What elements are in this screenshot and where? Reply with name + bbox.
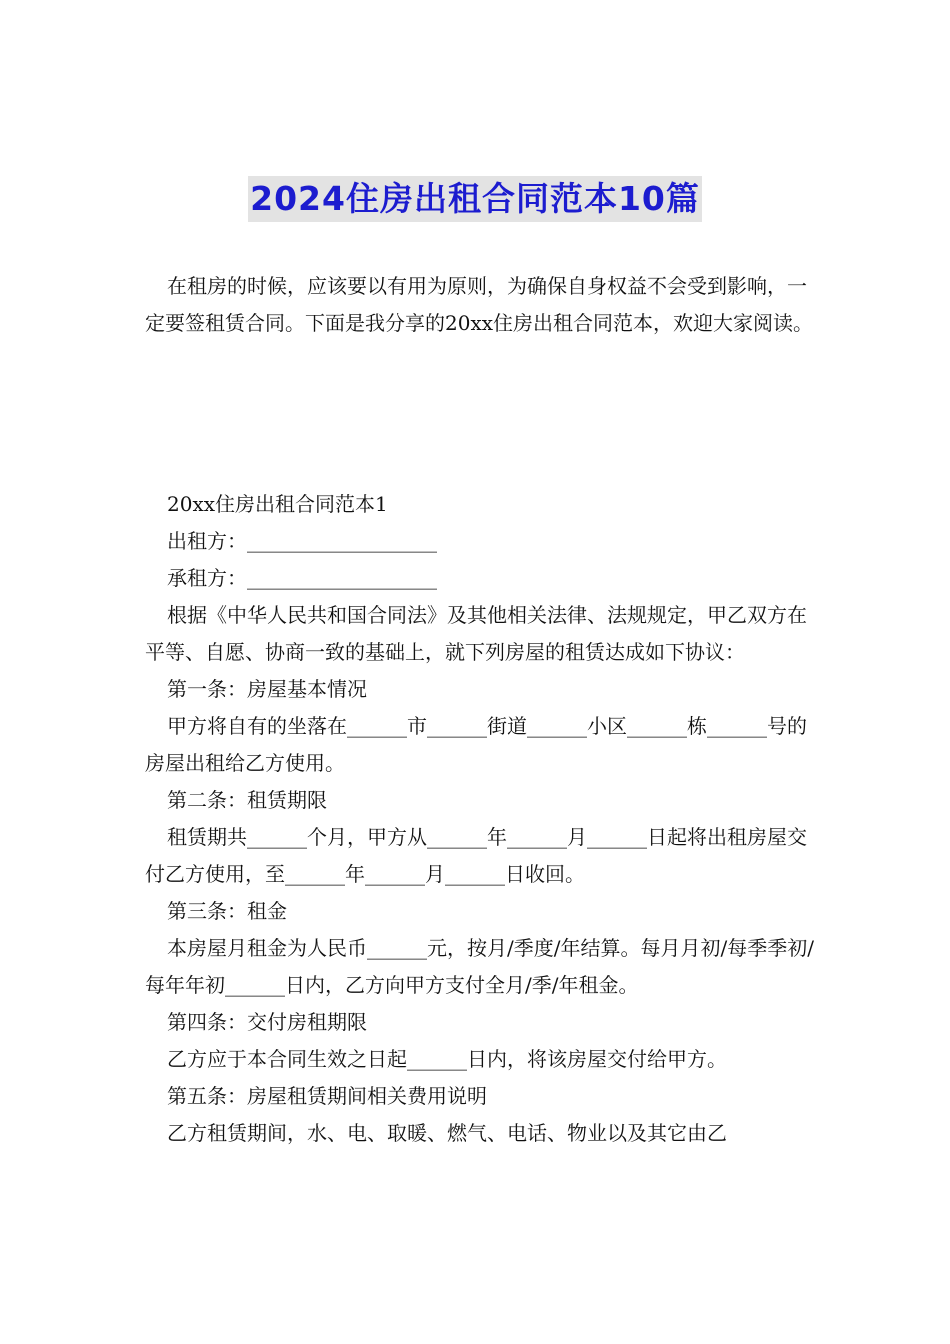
section-title: 20xx住房出租合同范本1 <box>167 492 388 516</box>
article3-text: 本房屋月租金为人民币______元，按月/季度/年结算。每月月初/每季季初/每年年初______日内，乙方向甲方支付全月/季/年租金。 <box>145 936 814 997</box>
article5-title: 第五条：房屋租赁期间相关费用说明 <box>167 1084 487 1108</box>
lessee-line: 承租方：___________________ <box>167 566 437 590</box>
article2-text: 租赁期共______个月，甲方从______年______月______日起将出租房屋交付乙方使用，至______年______月______日收回。 <box>145 825 807 886</box>
article1-text: 甲方将自有的坐落在______市______街道______小区______栋______号的房屋出租给乙方使用。 <box>145 714 807 775</box>
document-title: 2024住房出租合同范本10篇 <box>248 176 702 222</box>
article3-title: 第三条：租金 <box>167 899 287 923</box>
preamble-paragraph: 根据《中华人民共和国合同法》及其他相关法律、法规规定，甲乙双方在平等、自愿、协商一致的基础上，就下列房屋的租赁达成如下协议： <box>145 603 807 664</box>
title-container <box>0 176 950 222</box>
article5-text: 乙方租赁期间，水、电、取暖、燃气、电话、物业以及其它由乙 <box>167 1121 727 1145</box>
intro-paragraph: 在租房的时候，应该要以有用为原则，为确保自身权益不会受到影响，一定要签租赁合同。下面是我分享的20xx住房出租合同范本，欢迎大家阅读。 <box>145 274 814 335</box>
article4-text: 乙方应于本合同生效之日起______日内，将该房屋交付给甲方。 <box>167 1047 727 1071</box>
article4-title: 第四条：交付房租期限 <box>167 1010 367 1034</box>
article2-title: 第二条：租赁期限 <box>167 788 327 812</box>
lessor-line: 出租方：___________________ <box>167 529 437 553</box>
article1-title: 第一条：房屋基本情况 <box>167 677 367 701</box>
contract-body <box>145 486 825 1152</box>
